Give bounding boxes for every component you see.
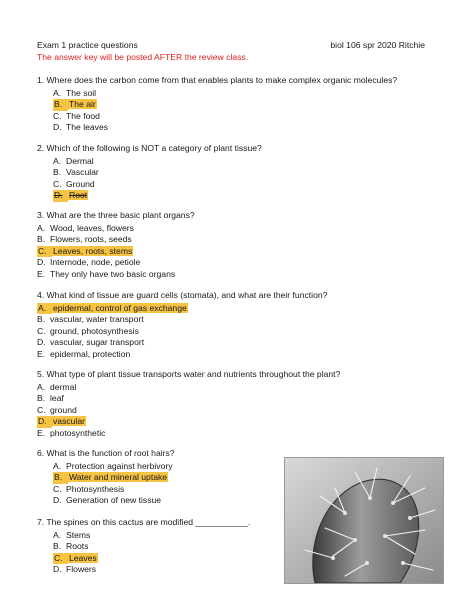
question-stem: 6. What is the function of root hairs? <box>37 448 175 458</box>
course-info: biol 106 spr 2020 Ritchie <box>330 40 425 50</box>
option: A. The soil <box>53 87 97 98</box>
question-stem: 3. What are the three basic plant organs? <box>37 210 195 220</box>
option: D. The leaves <box>53 122 109 133</box>
option: A. dermal <box>37 381 77 392</box>
question-stem: 5. What type of plant tissue transports water and nutrients throughout the plant? <box>37 369 341 379</box>
option: E. They only have two basic organs <box>37 268 176 279</box>
option-highlighted: B. Water and mineral uptake <box>54 472 168 483</box>
option: A. Dermal <box>53 155 94 166</box>
question-2 <box>37 143 437 202</box>
option: C. Ground <box>53 178 95 189</box>
question-3 <box>37 210 437 281</box>
option: B. Roots <box>53 541 89 552</box>
option: D. Internode, node, petiole <box>37 257 141 268</box>
option-highlighted: C. Leaves, roots, stems <box>38 245 133 256</box>
option: A. Stems <box>53 529 91 540</box>
option: C. The food <box>53 110 100 121</box>
question-6 <box>37 448 282 507</box>
question-7 <box>37 517 282 576</box>
option: C. ground <box>37 404 77 415</box>
option: D. Generation of new tissue <box>53 495 162 506</box>
question-4 <box>37 290 437 361</box>
option-highlighted-struck: D. Root <box>54 190 88 201</box>
option: D. Flowers <box>53 564 97 575</box>
option: B. leaf <box>37 393 64 404</box>
option-highlighted: D. vascular <box>38 416 85 427</box>
option-highlighted: C. Leaves <box>54 552 97 563</box>
option: B. vascular, water transport <box>37 314 144 325</box>
option: E. epidermal, protection <box>37 348 131 359</box>
option-highlighted: B. The air <box>54 99 96 110</box>
option: E. photosynthetic <box>37 427 106 438</box>
option: C. Photosynthesis <box>53 483 125 494</box>
answer-key-notice: The answer key will be posted AFTER the review class. <box>37 52 249 62</box>
question-1 <box>37 75 437 134</box>
question-stem: 4. What kind of tissue are guard cells (stomata), and what are their function? <box>37 290 328 300</box>
option: B. Flowers, roots, seeds <box>37 234 132 245</box>
exam-title: Exam 1 practice questions <box>37 40 138 50</box>
option: A. Wood, leaves, flowers <box>37 222 134 233</box>
question-stem: 2. Which of the following is NOT a category of plant tissue? <box>37 143 262 153</box>
question-stem: 1. Where does the carbon come from that enables plants to make complex organic molecules? <box>37 75 398 85</box>
cactus-photo <box>284 457 444 584</box>
cactus-illustration <box>285 458 443 583</box>
question-stem: 7. The spines on this cactus are modified ___________. <box>37 517 251 527</box>
question-5 <box>37 369 437 440</box>
option-highlighted: A. epidermal, control of gas exchange <box>38 302 187 313</box>
option: C. ground, photosynthesis <box>37 325 139 336</box>
option: A. Protection against herbivory <box>53 460 173 471</box>
option: B. Vascular <box>53 167 99 178</box>
option: D. vascular, sugar transport <box>37 337 145 348</box>
